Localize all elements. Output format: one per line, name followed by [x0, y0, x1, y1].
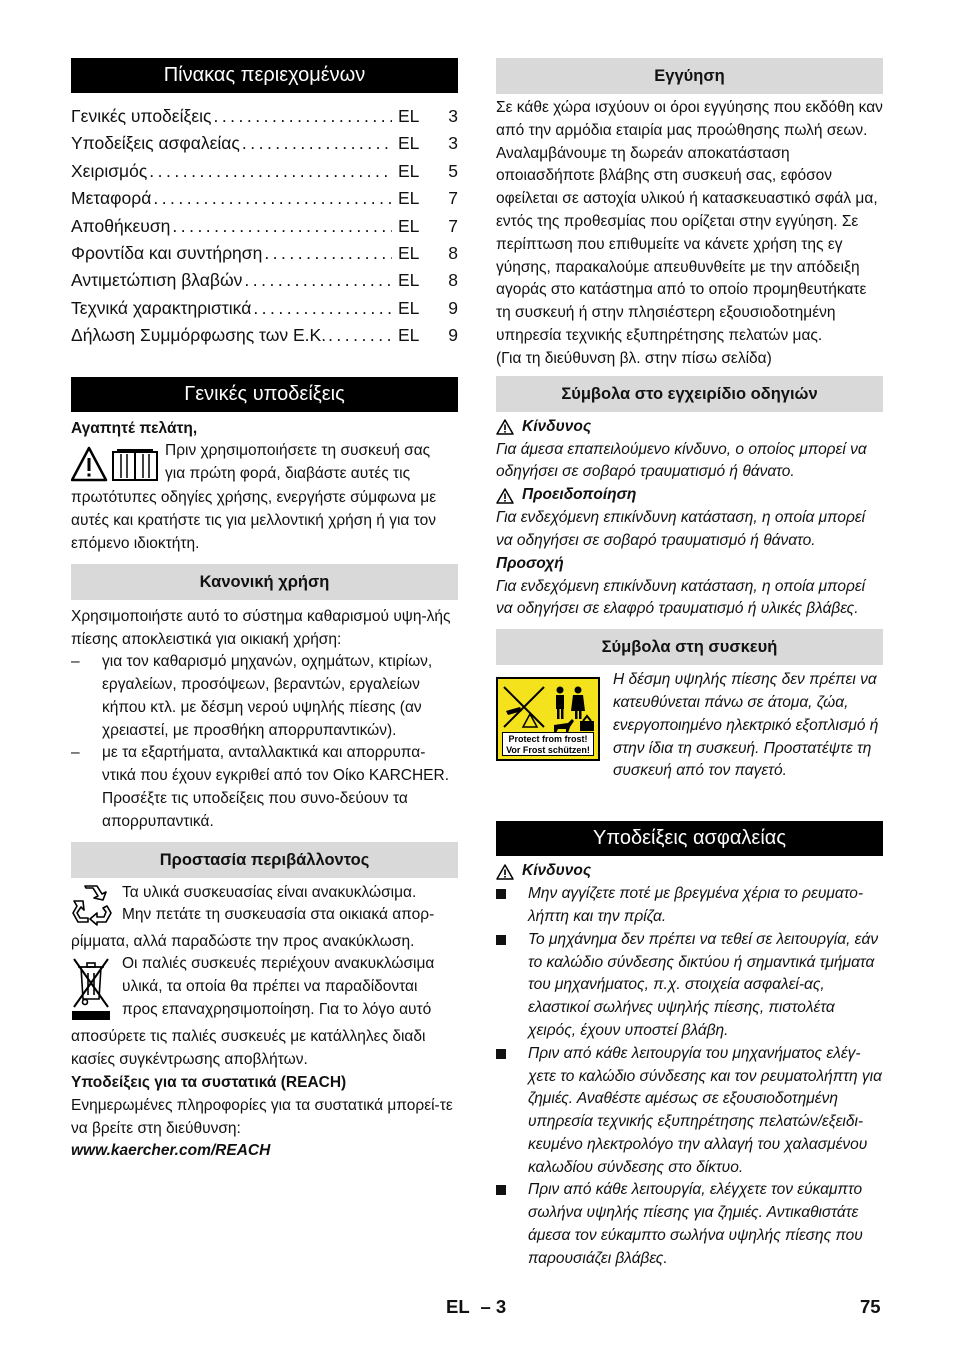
- safety-heading: Υποδείξεις ασφαλείας: [496, 821, 883, 856]
- toc-item-page: 3: [448, 133, 458, 154]
- toc-item-title: Δήλωση Συμμόρφωσης των Ε.Κ.: [71, 325, 327, 346]
- toc-item[interactable]: [71, 130, 458, 157]
- list-item-text: με τα εξαρτήματα, ανταλλακτικά και απορρυπα-ντικά που έχουν εγκριθεί από τον Οίκο KARCHER. Προσέξτε τις υποδείξεις που συνο-δεύουν τα απορρυπαντικά.: [102, 744, 450, 830]
- square-bullet-icon: [496, 883, 528, 929]
- weee-line-1: Οι παλιές συσκευές περιέχουν ανακυκλώσιμα: [122, 955, 435, 973]
- list-item: [496, 929, 883, 1043]
- normal-use-intro: Χρησιμοποιήστε αυτό το σύστημα καθαρισμού υψη-λής πίεσης αποκλειστικά για οικιακή χρήση:: [71, 607, 451, 648]
- recycle-block: [71, 882, 458, 931]
- device-symbols-block: [496, 669, 883, 783]
- weee-rest: αποσύρετε τις παλιές συσκευές με κατάλληλες διαδι κασίες συγκέντρωσης αποβλήτων.: [71, 1028, 426, 1069]
- toc-item-page: 9: [448, 325, 458, 346]
- toc-item-lang: EL: [398, 215, 420, 236]
- right-column: [496, 58, 883, 1271]
- toc-item-title: Φροντίδα και συντήρηση: [71, 242, 263, 263]
- toc-leader: [153, 185, 392, 212]
- toc-leader: [213, 103, 392, 130]
- list-item: [496, 883, 883, 929]
- toc-item-title: Αντιμετώπιση βλαβών: [71, 270, 243, 291]
- dash-marker: –: [71, 653, 80, 671]
- list-item-text: Το μηχάνημα δεν πρέπει να τεθεί σε λειτουργία, εάν το καλώδιο σύνδεσης δικτύου ή σημαντικά τμήματα του μηχανήματος, π.χ. στοιχεία ασφαλεί-ας, ελαστικοί σωλήνες υψηλής πίεσης, πιστολέτα χειρός, έχουν υποστεί βλάβη.: [528, 930, 879, 1039]
- danger-text: Για άμεσα επαπειλούμενο κίνδυνο, ο οποίος μπορεί να οδηγήσει σε σοβαρό τραυματισμό ή θάνατο.: [496, 440, 867, 481]
- page-number: 75: [860, 1296, 881, 1317]
- toc-leader: [264, 240, 392, 267]
- footer-lang: EL: [446, 1296, 470, 1317]
- toc-item-page: 9: [448, 297, 458, 318]
- reach-title: Υποδείξεις για τα συστατικά (REACH): [71, 1074, 347, 1092]
- warning-label-row: [496, 484, 883, 507]
- toc-leader: [328, 322, 392, 349]
- caution-text: Για ενδεχόμενη επικίνδυνη κατάσταση, η οποία μπορεί να οδηγήσει σε ελαφρό τραυματισμό ή υλικές βλάβες.: [496, 577, 866, 618]
- device-symbols-text: Η δέσμη υψηλής πίεσης δεν πρέπει να κατευθύνεται πάνω σε άτομα, ζώα, ενεργοποιημένο ηλεκτρικό εξοπλισμό ή στην ίδια τη συσκευή. Προστατέψτε τη συσκευή από τον παγετό.: [613, 671, 879, 780]
- toc-item-title: Υποδείξεις ασφαλείας: [71, 133, 240, 154]
- list-item-text: Μην αγγίζετε ποτέ με βρεγμένα χέρια το ρευματο-λήπτη και την πρίζα.: [528, 885, 864, 925]
- reach-link[interactable]: www.kaercher.com/REACH: [71, 1142, 271, 1160]
- weee-line-2: υλικά, τα οποία θα πρέπει να παραδίδονται: [122, 978, 418, 996]
- warranty-address-note: (Για τη διεύθυνση βλ. στην πίσω σελίδα): [496, 349, 772, 367]
- warning-text: Για ενδεχόμενη επικίνδυνη κατάσταση, η οποία μπορεί να οδηγήσει σε σοβαρό τραυματισμό ή θάνατο.: [496, 509, 866, 549]
- square-bullet-icon: [496, 1043, 528, 1180]
- toc-leader: [172, 213, 392, 240]
- toc-leader: [244, 267, 392, 294]
- danger-label-row: [496, 416, 883, 439]
- list-item: [71, 651, 458, 742]
- sticker-line-1: Protect from frost!: [508, 734, 588, 745]
- toc-item-title: Γενικές υποδείξεις: [71, 106, 212, 126]
- toc-item-lang: EL: [398, 297, 420, 318]
- recycle-rest: ρίμματα, αλλά παραδώστε την προς ανακύκλωση.: [71, 932, 415, 950]
- toc-heading: Πίνακας περιεχομένων: [71, 58, 458, 93]
- safety-danger-row: [496, 860, 883, 883]
- weee-line-3: προς επαναχρησιμοποίηση. Για το λόγο αυτό: [122, 1001, 432, 1019]
- symbols-manual-heading: Σύμβολα στο εγχειρίδιο οδηγιών: [496, 376, 883, 412]
- normal-use-heading: Κανονική χρήση: [71, 564, 458, 600]
- intro-line-1: Πριν χρησιμοποιήσετε τη συσκευή σας: [165, 442, 431, 460]
- intro-rest: πρωτότυπες οδηγίες χρήσης, ενεργήστε σύμφωνα με αυτές και κρατήστε τις για μελλοντική χρήση ή για τον επόμενο ιδιοκτήτη.: [71, 489, 437, 552]
- device-symbols-heading: Σύμβολα στη συσκευή: [496, 629, 883, 665]
- frost-sticker: [496, 677, 600, 761]
- environment-heading: Προστασία περιβάλλοντος: [71, 842, 458, 878]
- recycle-line-2: Μην πετάτε τη συσκευασία στα οικιακά απορ-: [122, 906, 435, 924]
- toc-item-lang: EL: [398, 242, 420, 263]
- toc-item[interactable]: [71, 295, 458, 322]
- list-item-text: Πριν από κάθε λειτουργία του μηχανήματος ελέγ-χετε το καλώδιο σύνδεσης και τον ρευματολήπτη για ζημιές. Αναθέστε αμέσως σε εξουσιοδοτημένη υπηρεσία τεχνικής εξυπηρέτησης πελατών/εξειδι-κευμένο ηλεκτρολόγο την αλλαγή του χαλασμένου καλωδίου σύνδεσης στο δίκτυο.: [528, 1044, 882, 1176]
- toc-item[interactable]: [71, 267, 458, 294]
- no-spray-people-animals-icon: [498, 681, 598, 733]
- toc-item-page: 5: [448, 160, 458, 181]
- toc-item-lang: EL: [398, 270, 420, 291]
- toc-item-lang: EL: [398, 133, 420, 154]
- footer-section-page: 3: [495, 1296, 507, 1317]
- toc-item[interactable]: [71, 103, 458, 130]
- recycle-icon: [71, 884, 115, 926]
- toc-leader: [253, 295, 392, 322]
- intro-block: [71, 440, 458, 487]
- general-heading: Γενικές υποδείξεις: [71, 377, 458, 412]
- toc-leader: [149, 158, 392, 185]
- toc-item[interactable]: [71, 158, 458, 185]
- weee-block: [71, 953, 458, 1026]
- toc-item-lang: EL: [398, 188, 420, 209]
- greeting: Αγαπητέ πελάτη,: [71, 419, 198, 437]
- warning-book-icon: [71, 446, 161, 482]
- warning-triangle-icon: [496, 488, 514, 504]
- toc-item-title: Αποθήκευση: [71, 215, 171, 236]
- toc-item[interactable]: [71, 185, 458, 212]
- sticker-line-2: Vor Frost schützen!: [506, 745, 590, 756]
- toc-item[interactable]: [71, 213, 458, 240]
- toc-item[interactable]: [71, 240, 458, 267]
- list-item: [71, 742, 458, 833]
- warning-triangle-icon: [496, 419, 514, 435]
- left-column: [71, 58, 458, 1163]
- toc-item-page: 7: [448, 215, 458, 236]
- toc-item-title: Χειρισμός: [71, 160, 148, 181]
- footer-section: [446, 1296, 506, 1318]
- danger-label: Κίνδυνος: [522, 417, 592, 435]
- list-item: [496, 1179, 883, 1270]
- list-item: [496, 1043, 883, 1180]
- dash-marker: –: [71, 744, 80, 762]
- square-bullet-icon: [496, 1179, 528, 1270]
- toc-item[interactable]: [71, 322, 458, 349]
- warranty-heading: Εγγύηση: [496, 58, 883, 94]
- toc-item-page: 8: [448, 242, 458, 263]
- square-bullet-icon: [496, 929, 528, 1043]
- list-item-text: για τον καθαρισμό μηχανών, οχημάτων, κτιρίων, εργαλείων, προσόψεων, βεραντών, εργαλείων κήπου κτλ. με δέσμη νερού υψηλής πίεσης (αν χρειαστεί, με προσθήκη απορρυπαντικών).: [102, 653, 433, 739]
- toc-list: [71, 103, 458, 350]
- footer-dash: –: [480, 1296, 491, 1317]
- caution-label: Προσοχή: [496, 554, 564, 572]
- toc-item-title: Τεχνικά χαρακτηριστικά: [71, 297, 252, 318]
- sticker-label: [502, 732, 594, 756]
- crossed-bin-icon: [71, 955, 111, 1021]
- toc-item-page: 3: [448, 106, 458, 126]
- warning-triangle-icon: [496, 864, 514, 880]
- intro-line-2: για πρώτη φορά, διαβάστε αυτές τις: [165, 465, 411, 483]
- toc-item-lang: EL: [398, 106, 420, 126]
- read-manual-icons: [71, 440, 165, 487]
- toc-item-lang: EL: [398, 160, 420, 181]
- warning-label: Προειδοποίηση: [522, 486, 637, 504]
- toc-item-page: 7: [448, 188, 458, 209]
- warranty-text: Σε κάθε χώρα ισχύουν οι όροι εγγύησης που εκδόθη καν από την αρμόδια εταιρία μας προώθησης πωλή σεων. Αναλαμβάνουμε τη δωρεάν αποκατάσταση οποιασδήποτε βλάβης στη συσκευή σας, εφόσον οφείλεται σε αστοχία υλικού ή κατασκευαστικό σφάλ μα, εντός της προθεσμίας που ορίζεται στην εγγύηση. Σε περίπτωση που επιθυμείτε να κάνετε χρήση της εγ γύησης, παρακαλούμε απευθυνθείτε με την απόδειξη αγοράς στο κατάστημα από το οποίο προμηθευτήκατε τη συσκευή ή στην πλησιέστερη εξουσιοδοτημένη υπηρεσία τεχνικής εξυπηρέτησης πελατών μας.: [496, 99, 883, 344]
- safety-danger-label: Κίνδυνος: [522, 862, 592, 880]
- list-item-text: Πριν από κάθε λειτουργία, ελέγχετε τον εύκαμπτο σωλήνα υψηλής πίεσης για ζημιές. Αντικαθιστάτε άμεσα τον εύκαμπτο σωλήνα υψηλής πίεσης που παρουσιάζει βλάβες.: [528, 1181, 863, 1267]
- toc-item-title: Μεταφορά: [71, 188, 152, 209]
- reach-text: Ενημερωμένες πληροφορίες για τα συστατικά μπορεί-τε να βρείτε στη διεύθυνση:: [71, 1096, 453, 1137]
- toc-leader: [242, 130, 392, 157]
- recycle-line-1: Τα υλικά συσκευασίας είναι ανακυκλώσιμα.: [122, 883, 417, 901]
- toc-item-lang: EL: [398, 325, 420, 346]
- toc-item-page: 8: [448, 270, 458, 291]
